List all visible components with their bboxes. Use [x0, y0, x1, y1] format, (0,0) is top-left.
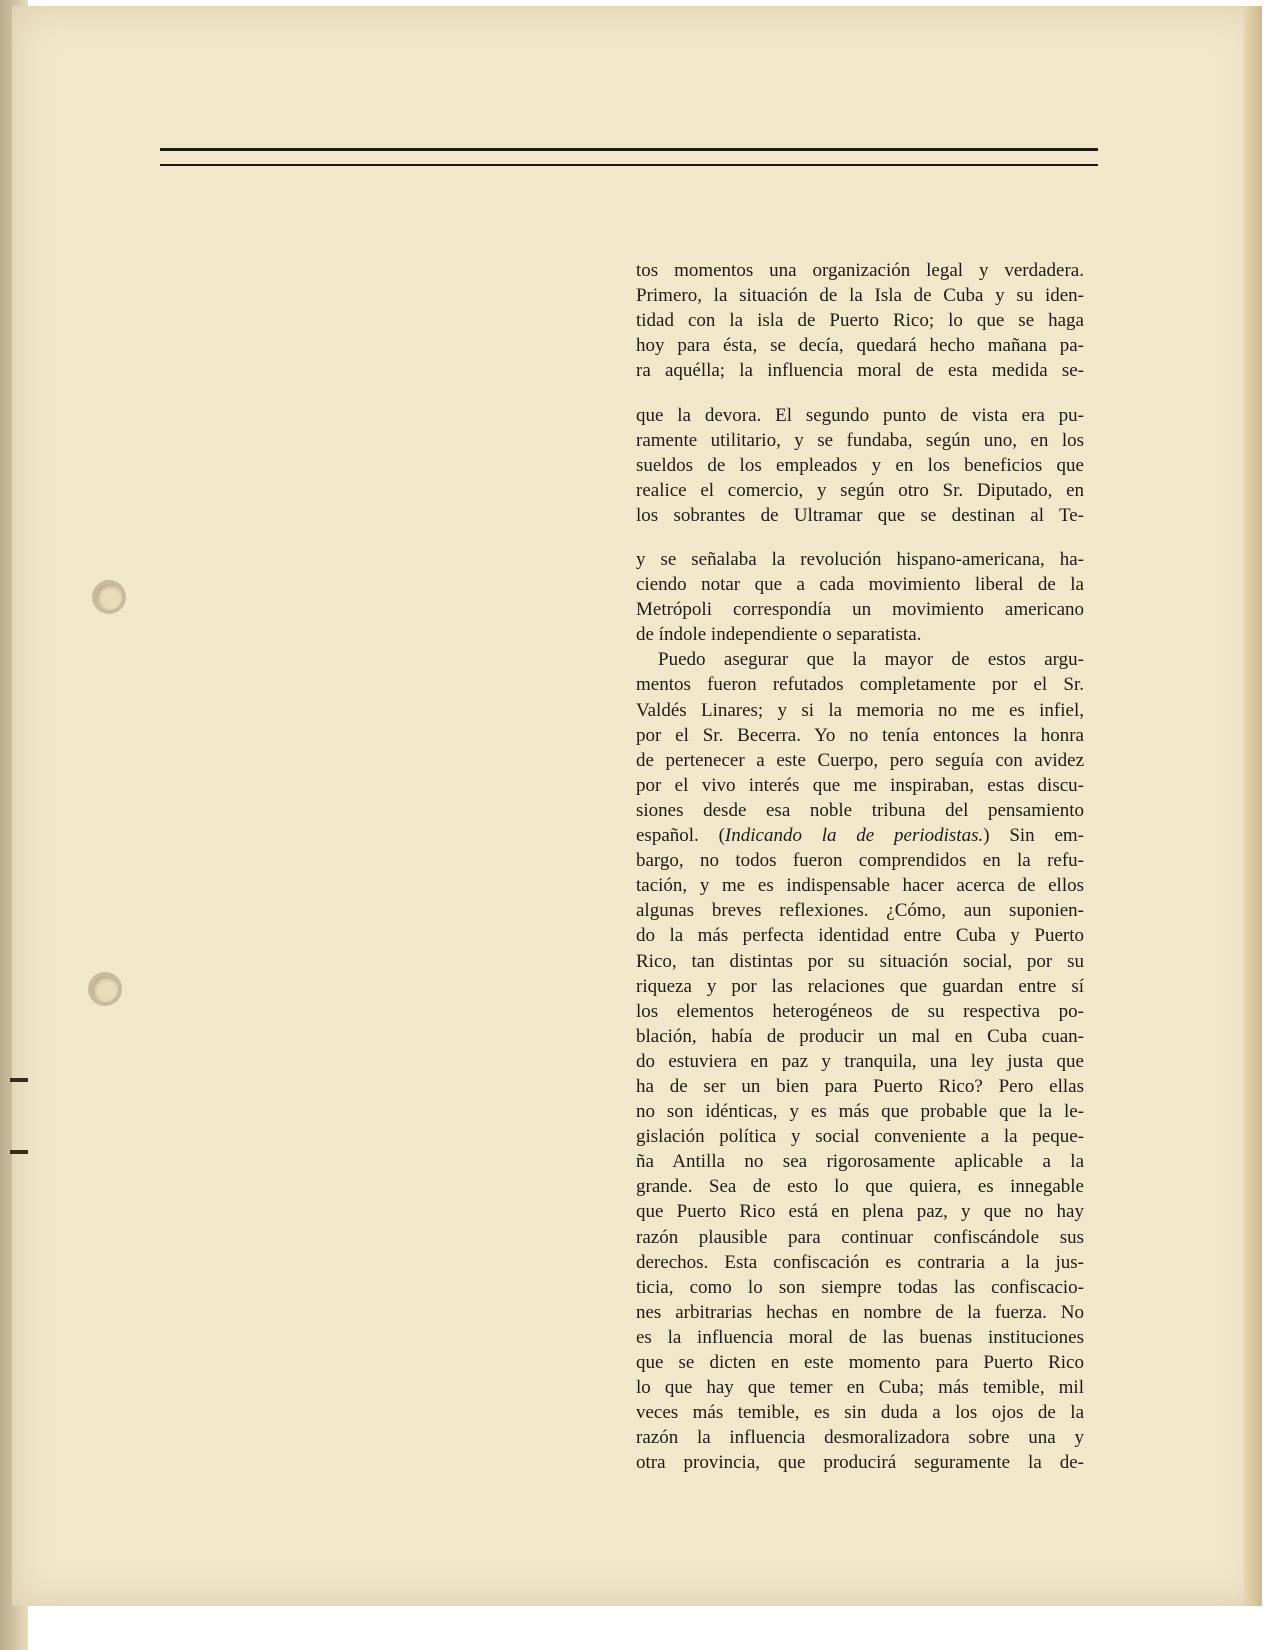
text-line: do estuviera en paz y tranquila, una ley justa que — [636, 1050, 1084, 1072]
text-line: ha de ser un bien para Puerto Rico? Pero ellas — [636, 1075, 1084, 1097]
text-line: mentos fueron refutados completamente por el Sr. — [636, 674, 1084, 696]
text-line: por el vivo interés que me inspiraban, estas discu- — [636, 774, 1084, 796]
binding-thread-mark — [10, 1150, 28, 1154]
text-line: algunas breves reflexiones. ¿Cómo, aun suponien- — [636, 900, 1084, 922]
text-line: ticia, como lo son siempre todas las confiscacio- — [636, 1276, 1084, 1298]
text-line: hoy para ésta, se decía, quedará hecho mañana pa- — [636, 335, 1084, 357]
text-line: de índole independiente o separatista. — [636, 624, 922, 646]
punch-hole — [92, 580, 126, 614]
text-line: blación, había de producir un mal en Cuba cuan- — [636, 1025, 1084, 1047]
text-block-1 — [636, 258, 1084, 383]
text-line: veces más temible, es sin duda a los ojos de la — [636, 1402, 1084, 1424]
text-line: que se dicten en este momento para Puerto Rico — [636, 1352, 1084, 1373]
text-line: Valdés Linares; y si la memoria no me es infiel, — [636, 699, 1084, 721]
text-line: que Puerto Rico está en plena paz, y que no hay — [636, 1201, 1084, 1223]
text-block-3 — [636, 547, 1084, 1475]
text-line: gislación política y social conveniente a la peque- — [636, 1126, 1084, 1148]
text-line: de pertenecer a este Cuerpo, pero seguía con avidez — [636, 749, 1084, 771]
text-span: ) Sin em- — [983, 825, 1084, 847]
text-line: no son idénticas, y es más que probable que la le- — [636, 1101, 1084, 1123]
text-line: ciendo notar que a cada movimiento liberal de la — [636, 574, 1084, 596]
text-line: Puedo asegurar que la mayor de estos argu- — [658, 649, 1084, 671]
text-line: realice el comercio, y según otro Sr. Diputado, en — [636, 480, 1084, 502]
text-line: por el Sr. Becerra. Yo no tenía entonces la honra — [636, 724, 1084, 746]
text-line: grande. Sea de esto lo que quiera, es innegable — [636, 1176, 1084, 1198]
text-line: razón plausible para continuar confiscándole sus — [636, 1226, 1084, 1248]
text-line-with-italic — [636, 823, 1084, 848]
text-line: otra provincia, que producirá seguramente la de- — [636, 1452, 1084, 1474]
header-rule-thin — [160, 164, 1098, 166]
text-line: sueldos de los empleados y en los beneficios que — [636, 455, 1084, 477]
text-line: y se señalaba la revolución hispano-americana, ha- — [636, 549, 1084, 570]
text-line: tidad con la isla de Puerto Rico; lo que se haga — [636, 310, 1084, 332]
text-block-2 — [636, 403, 1084, 528]
text-line: Primero, la situación de la Isla de Cuba y su iden- — [636, 285, 1084, 307]
text-line: razón la influencia desmoralizadora sobre una y — [636, 1427, 1084, 1449]
text-line: riqueza y por las relaciones que guardan entre sí — [636, 975, 1084, 997]
text-line: ña Antilla no sea rigorosamente aplicable a la — [636, 1151, 1084, 1173]
text-line: los sobrantes de Ultramar que se destinan al Te- — [636, 505, 1084, 527]
page-right-edge — [1244, 6, 1262, 1606]
text-line: nes arbitrarias hechas en nombre de la fuerza. No — [636, 1301, 1084, 1323]
text-line: es la influencia moral de las buenas instituciones — [636, 1326, 1084, 1348]
text-line: derechos. Esta confiscación es contraria a la jus- — [636, 1251, 1084, 1273]
text-line: Rico, tan distintas por su situación social, por su — [636, 950, 1084, 972]
text-line: ra aquélla; la influencia moral de esta medida se- — [636, 360, 1084, 382]
header-rule-thick — [160, 148, 1098, 151]
text-line: que la devora. El segundo punto de vista era pu- — [636, 405, 1084, 426]
text-line: do la más perfecta identidad entre Cuba y Puerto — [636, 925, 1084, 947]
binding-thread-mark — [10, 1078, 28, 1082]
text-line: tación, y me es indispensable hacer acerca de ellos — [636, 875, 1084, 897]
text-line: lo que hay que temer en Cuba; más temible, mil — [636, 1377, 1084, 1399]
text-line: los elementos heterogéneos de su respectiva po- — [636, 1000, 1084, 1022]
italic-stage-direction: Indicando la de periodistas. — [724, 825, 984, 847]
text-line: tos momentos una organización legal y verdadera. — [636, 260, 1084, 281]
punch-hole — [88, 972, 122, 1006]
text-line: siones desde esa noble tribuna del pensamiento — [636, 799, 1084, 821]
text-line: Metrópoli correspondía un movimiento americano — [636, 599, 1084, 621]
text-line: bargo, no todos fueron comprendidos en la refu- — [636, 850, 1084, 872]
text-line: ramente utilitario, y se fundaba, según uno, en los — [636, 430, 1084, 452]
text-span: español. ( — [636, 825, 725, 847]
